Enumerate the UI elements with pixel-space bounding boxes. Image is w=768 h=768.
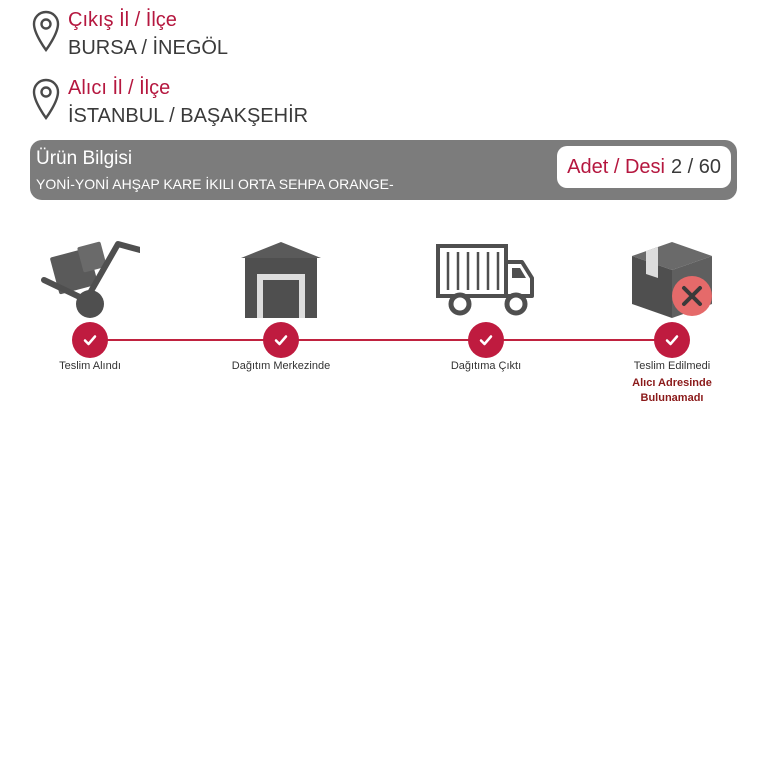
step-label: Teslim Alındı [59,360,121,372]
receiver-value: İSTANBUL / BAŞAKŞEHİR [68,105,309,127]
step-check-icon [263,322,299,358]
quantity-label: Adet / Desi [567,155,665,178]
failure-note-line-1: Alıcı Adresinde [632,377,712,389]
receiver-location [32,78,432,138]
step-check-icon [468,322,504,358]
step-failure-note [582,376,762,406]
step-check-icon [72,322,108,358]
product-info-bar [30,140,737,200]
origin-location [32,10,432,70]
product-info-title: Ürün Bilgisi [36,148,133,169]
location-pin-icon [32,10,60,54]
origin-value: BURSA / İNEGÖL [68,37,229,59]
truck-icon [426,230,546,322]
receiver-label: Alıcı İl / İlçe [68,77,171,99]
hand-truck-icon [40,230,140,322]
package-failed-icon [622,230,722,322]
step-label: Teslim Edilmedi [633,360,711,372]
step-label: Dağıtıma Çıktı [450,360,522,372]
product-name: YONİ-YONİ AHŞAP KARE İKILI ORTA SEHPA ORANGE- [36,176,394,192]
quantity-value: 2 / 60 [670,155,721,178]
failure-note-line-2: Bulunamadı [640,392,704,404]
location-pin-icon [32,78,60,122]
origin-label: Çıkış İl / İlçe [68,9,177,31]
quantity-badge [557,146,731,188]
step-check-icon [654,322,690,358]
step-label: Dağıtım Merkezinde [231,360,331,372]
warehouse-icon [231,230,331,322]
tracking-progress-line [90,339,672,341]
